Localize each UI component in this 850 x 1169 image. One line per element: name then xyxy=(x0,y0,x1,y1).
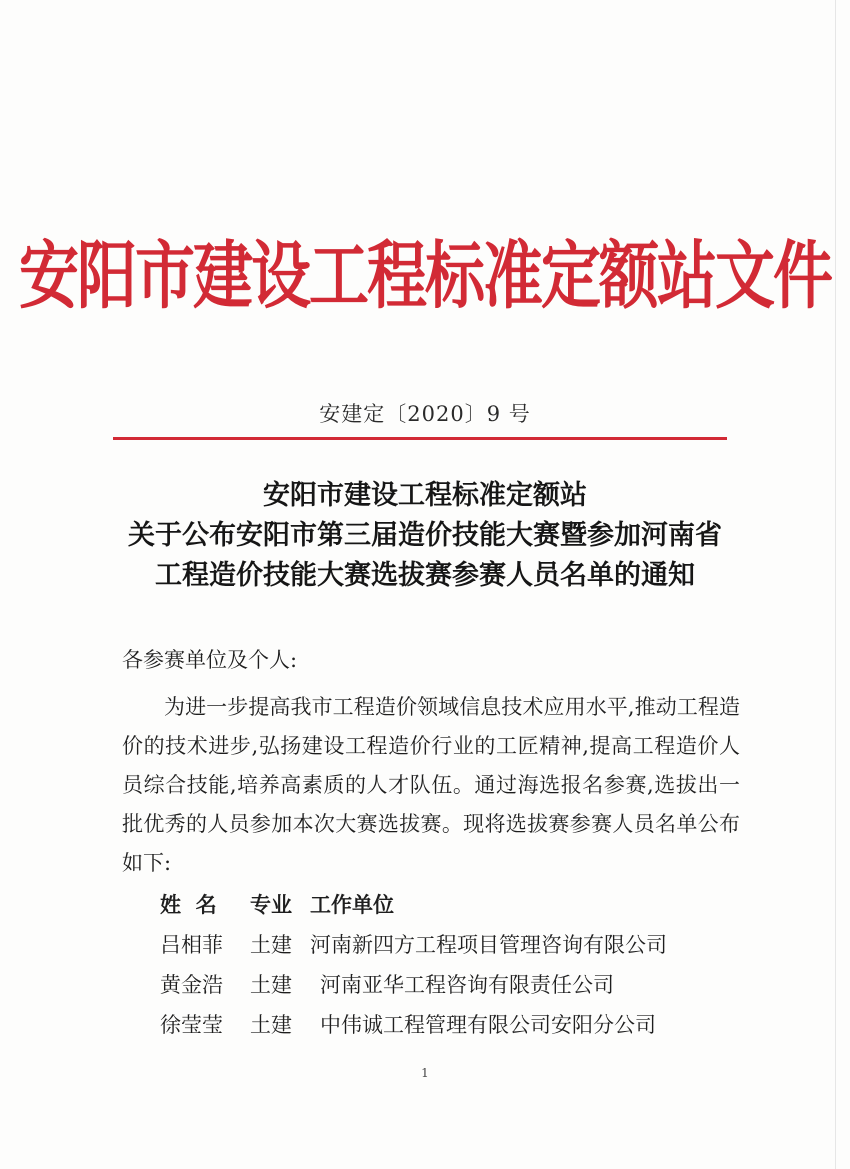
cell-work-unit: 河南新四方工程项目管理咨询有限公司 xyxy=(310,933,667,957)
cell-work-unit: 中伟诚工程管理有限公司安阳分公司 xyxy=(320,1013,656,1037)
document-number: 安建定〔2020〕9 号 xyxy=(319,402,531,426)
salutation: 各参赛单位及个人: xyxy=(122,648,298,672)
table-header-row xyxy=(160,884,667,924)
cell-specialty: 土建 xyxy=(250,933,292,957)
cell-specialty: 土建 xyxy=(250,973,292,997)
cell-name: 徐莹莹 xyxy=(160,1013,223,1037)
title-line-2: 关于公布安阳市第三届造价技能大赛暨参加河南省 xyxy=(128,520,722,551)
notice-title xyxy=(60,476,790,596)
header-specialty: 专业 xyxy=(250,892,292,917)
cell-work-unit: 河南亚华工程咨询有限责任公司 xyxy=(320,973,614,997)
body-paragraph: 为进一步提高我市工程造价领域信息技术应用水平,推动工程造价的技术进步,弘扬建设工程造价行业的工匠精神,提高工程造价人员综合技能,培养高素质的人才队伍。通过海选报名参赛,选拔出一批优秀的人员参加本次大赛选拔赛。现将选拔赛参赛人员名单公布如下: xyxy=(122,695,740,875)
masthead-title: 安阳市建设工程标准定额站文件 xyxy=(19,234,831,320)
header-work-unit: 工作单位 xyxy=(310,892,394,917)
table-row xyxy=(160,924,667,964)
cell-name: 黄金浩 xyxy=(160,973,223,997)
red-divider xyxy=(113,437,727,440)
cell-specialty: 土建 xyxy=(250,1013,292,1037)
participant-table xyxy=(160,884,667,1044)
title-line-3: 工程造价技能大赛选拔赛参赛人员名单的通知 xyxy=(155,560,695,591)
cell-name: 吕相菲 xyxy=(160,933,223,957)
title-line-1: 安阳市建设工程标准定额站 xyxy=(263,480,587,511)
table-row xyxy=(160,1004,667,1044)
scan-edge-line xyxy=(835,0,836,1169)
table-row xyxy=(160,964,667,1004)
header-name: 姓 名 xyxy=(160,892,217,917)
page-number: 1 xyxy=(421,1066,429,1080)
